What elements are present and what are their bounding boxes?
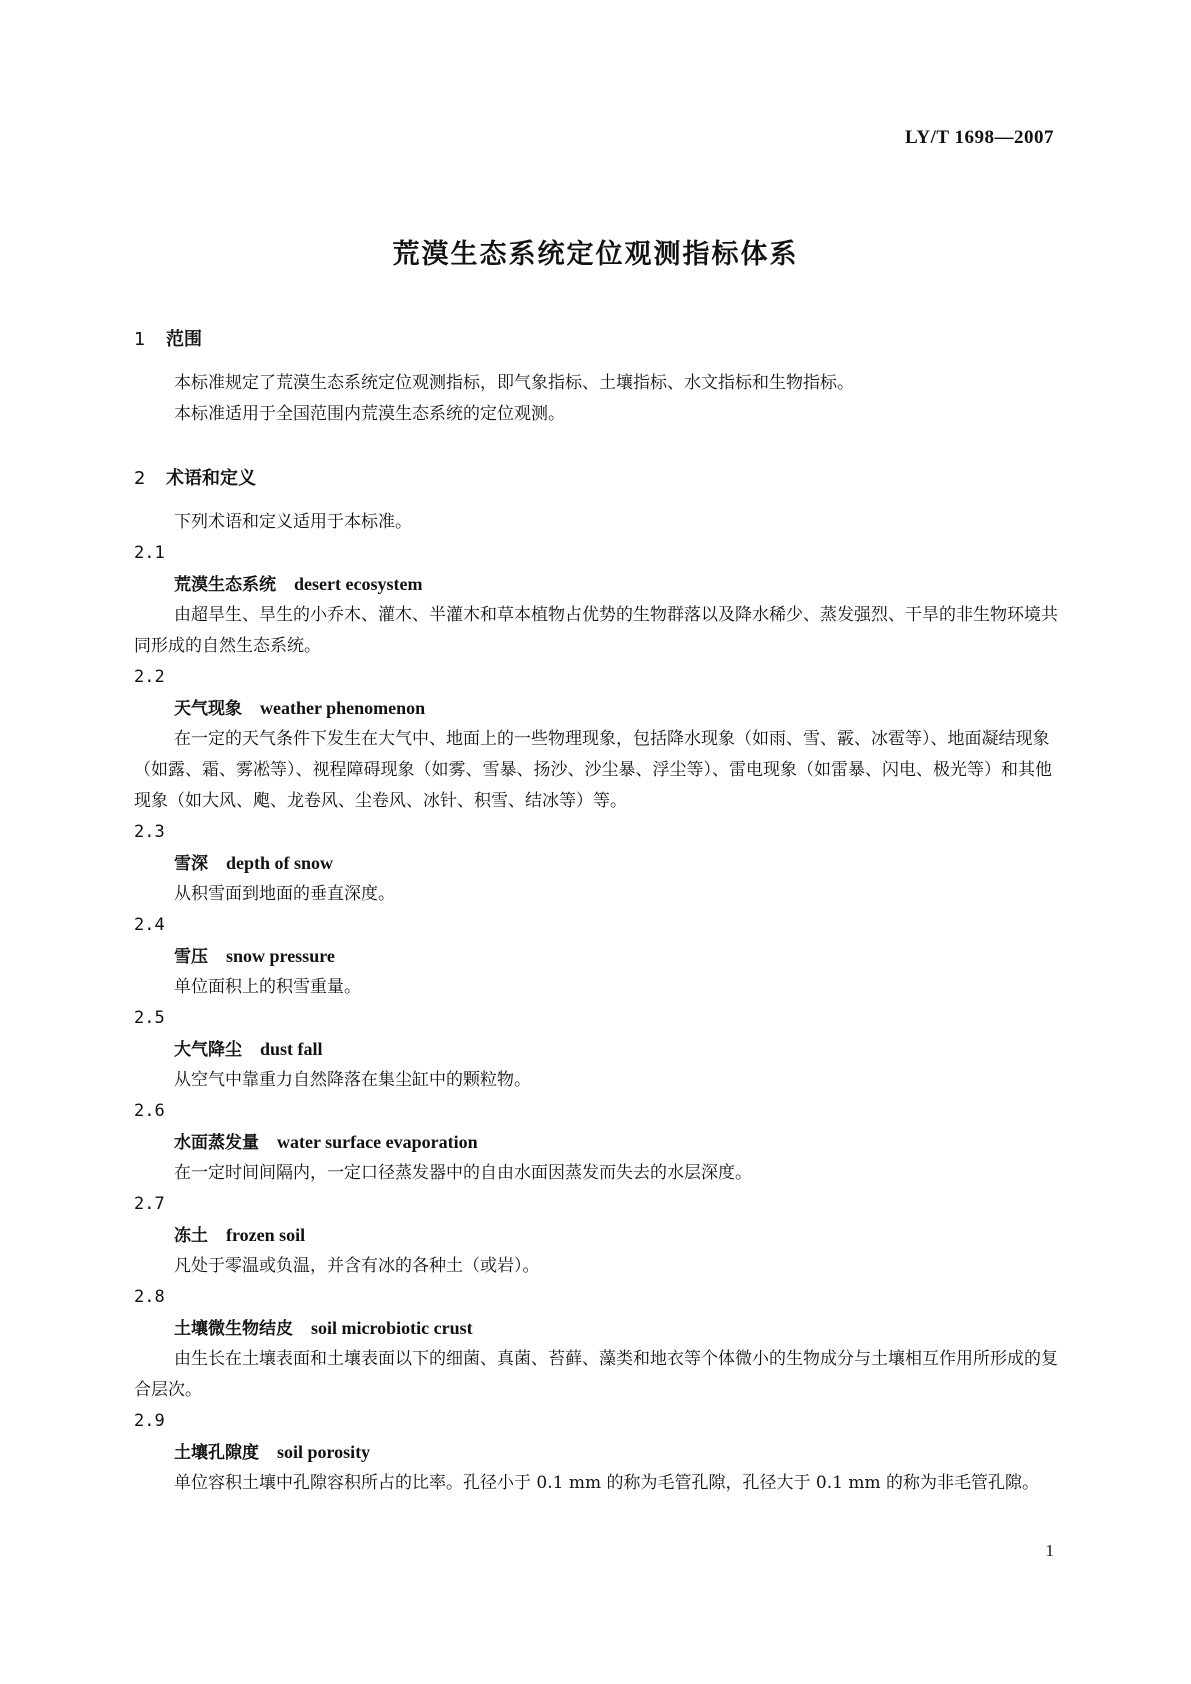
term-english: depth of snow <box>226 853 334 873</box>
term-clause <box>134 817 1058 910</box>
term-english: frozen soil <box>226 1225 306 1245</box>
section-heading <box>134 324 1058 355</box>
term-clause <box>134 1189 1058 1282</box>
term-definition: 单位容积土壤中孔隙容积所占的比率。孔径小于 0.1 mm 的称为毛管孔隙，孔径大于 0.1 mm 的称为非毛管孔隙。 <box>174 1473 1039 1493</box>
term-chinese: 大气降尘 <box>174 1040 242 1060</box>
page-number: 1 <box>1045 1541 1054 1560</box>
term-chinese: 土壤微生物结皮 <box>174 1319 293 1339</box>
term-line <box>134 1437 1058 1468</box>
term-english: desert ecosystem <box>294 574 423 594</box>
term-english: water surface evaporation <box>277 1132 478 1152</box>
term-clause <box>134 1096 1058 1189</box>
section-heading <box>134 463 1058 494</box>
term-clause <box>134 1282 1058 1406</box>
term-definition: 由生长在土壤表面和土壤表面以下的细菌、真菌、苔藓、藻类和地衣等个体微小的生物成分与土壤相互作用所形成的复合层次。 <box>134 1349 1058 1400</box>
term-english: soil porosity <box>277 1442 371 1462</box>
section-intro: 下列术语和定义适用于本标准。 <box>174 512 412 532</box>
section-title: 术语和定义 <box>166 468 256 489</box>
term-line <box>134 1034 1058 1065</box>
term-clause <box>134 1406 1058 1499</box>
clause-number: 2.4 <box>134 915 165 935</box>
term-line <box>134 1313 1058 1344</box>
term-line <box>134 693 1058 724</box>
term-english: weather phenomenon <box>260 698 426 718</box>
term-chinese: 水面蒸发量 <box>174 1133 259 1153</box>
section-number: 2 <box>134 468 146 489</box>
term-chinese: 荒漠生态系统 <box>174 575 276 595</box>
term-english: dust fall <box>260 1039 323 1059</box>
term-english: soil microbiotic crust <box>311 1318 473 1338</box>
term-chinese: 天气现象 <box>174 699 242 719</box>
term-definition: 从积雪面到地面的垂直深度。 <box>174 884 395 904</box>
clause-number: 2.7 <box>134 1194 165 1214</box>
term-definition: 由超旱生、旱生的小乔木、灌木、半灌木和草本植物占优势的生物群落以及降水稀少、蒸发强烈、干旱的非生物环境共同形成的自然生态系统。 <box>134 605 1058 656</box>
term-chinese: 雪压 <box>174 947 208 967</box>
scope-paragraph: 本标准规定了荒漠生态系统定位观测指标，即气象指标、土壤指标、水文指标和生物指标。 <box>174 373 854 393</box>
standard-code: LY/T 1698—2007 <box>904 127 1054 148</box>
term-line <box>134 1127 1058 1158</box>
clause-number: 2.2 <box>134 667 165 687</box>
term-definition: 在一定的天气条件下发生在大气中、地面上的一些物理现象，包括降水现象（如雨、雪、霰、冰雹等）、地面凝结现象（如露、霜、雾凇等）、视程障碍现象（如雾、雪暴、扬沙、沙尘暴、浮尘等）、雷电现象（如雷暴、闪电、极光等）和其他现象（如大风、飑、龙卷风、尘卷风、冰针、积雪、结冰等）等。 <box>134 729 1052 811</box>
clause-number: 2.3 <box>134 822 165 842</box>
term-clause <box>134 1003 1058 1096</box>
term-line <box>134 1220 1058 1251</box>
clause-number: 2.8 <box>134 1287 165 1307</box>
term-line <box>134 848 1058 879</box>
document-body <box>134 324 1058 1499</box>
section-title: 范围 <box>166 329 202 350</box>
clause-number: 2.9 <box>134 1411 165 1431</box>
term-clause <box>134 910 1058 1003</box>
term-chinese: 土壤孔隙度 <box>174 1443 259 1463</box>
clause-number: 2.6 <box>134 1101 165 1121</box>
term-clause <box>134 662 1058 817</box>
term-chinese: 雪深 <box>174 854 208 874</box>
section-number: 1 <box>134 329 146 350</box>
term-definition: 单位面积上的积雪重量。 <box>174 977 361 997</box>
term-english: snow pressure <box>226 946 335 966</box>
term-line <box>134 569 1058 600</box>
term-clause <box>134 538 1058 662</box>
term-line <box>134 941 1058 972</box>
term-definition: 在一定时间间隔内，一定口径蒸发器中的自由水面因蒸发而失去的水层深度。 <box>174 1163 752 1183</box>
term-definition: 从空气中靠重力自然降落在集尘缸中的颗粒物。 <box>174 1070 531 1090</box>
clause-number: 2.5 <box>134 1008 165 1028</box>
scope-paragraph: 本标准适用于全国范围内荒漠生态系统的定位观测。 <box>174 404 565 424</box>
term-chinese: 冻土 <box>174 1226 208 1246</box>
clause-number: 2.1 <box>134 543 165 563</box>
term-definition: 凡处于零温或负温，并含有冰的各种土（或岩）。 <box>174 1256 540 1276</box>
document-title: 荒漠生态系统定位观测指标体系 <box>392 239 799 270</box>
